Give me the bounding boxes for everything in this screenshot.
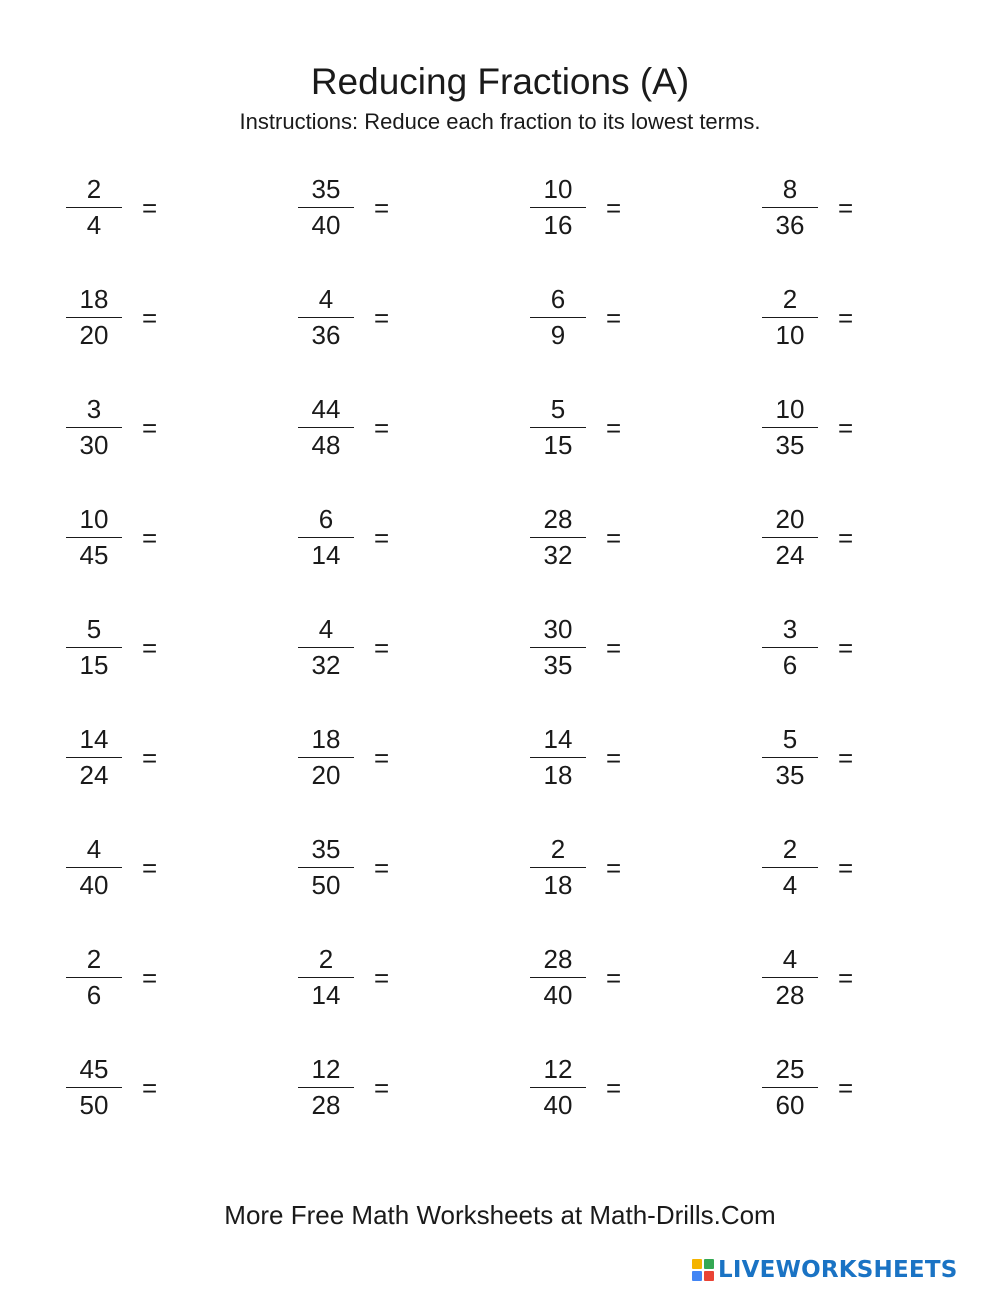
fraction (760, 280, 820, 360)
equals-sign: = (374, 413, 390, 443)
fraction-problem (760, 830, 910, 910)
equals-sign: = (142, 743, 158, 773)
numerator: 5 (86, 614, 102, 644)
fraction-problem (296, 720, 446, 800)
numerator: 5 (550, 394, 566, 424)
logo-square (692, 1271, 702, 1281)
logo-square (704, 1259, 714, 1269)
equals-sign: = (606, 193, 622, 223)
denominator: 18 (543, 760, 573, 790)
fraction (528, 500, 588, 580)
fraction-problem (296, 170, 446, 250)
denominator: 6 (86, 980, 102, 1010)
fraction (760, 830, 820, 910)
fraction-problem (64, 940, 214, 1020)
fraction-problem (296, 610, 446, 690)
numerator: 4 (318, 284, 334, 314)
fraction (296, 610, 356, 690)
equals-sign: = (838, 963, 854, 993)
equals-sign: = (838, 743, 854, 773)
footer-text: More Free Math Worksheets at Math-Drills.Com (224, 1200, 776, 1230)
numerator: 44 (311, 394, 341, 424)
fraction (64, 940, 124, 1020)
fraction-bar (762, 1087, 818, 1088)
equals-sign: = (606, 743, 622, 773)
logo-square (692, 1259, 702, 1269)
denominator: 40 (311, 210, 341, 240)
fraction-bar (762, 977, 818, 978)
fraction-bar (66, 537, 122, 538)
denominator: 40 (543, 980, 573, 1010)
denominator: 4 (86, 210, 102, 240)
fraction-bar (530, 317, 586, 318)
fraction-bar (530, 867, 586, 868)
numerator: 25 (775, 1054, 805, 1084)
fraction-bar (66, 427, 122, 428)
numerator: 2 (318, 944, 334, 974)
fraction-problem (64, 720, 214, 800)
fraction (528, 830, 588, 910)
denominator: 40 (543, 1090, 573, 1120)
fraction-problem (760, 500, 910, 580)
equals-sign: = (374, 193, 390, 223)
fraction-problem (296, 390, 446, 470)
equals-sign: = (374, 853, 390, 883)
fraction (296, 940, 356, 1020)
fraction-bar (298, 867, 354, 868)
fraction (528, 1050, 588, 1130)
denominator: 14 (311, 540, 341, 570)
liveworksheets-logo-icon (692, 1259, 714, 1281)
numerator: 45 (79, 1054, 109, 1084)
numerator: 2 (86, 174, 102, 204)
fraction-problem (760, 390, 910, 470)
equals-sign: = (838, 303, 854, 333)
fraction-bar (530, 207, 586, 208)
denominator: 36 (775, 210, 805, 240)
numerator: 2 (782, 284, 798, 314)
fraction (64, 830, 124, 910)
denominator: 16 (543, 210, 573, 240)
fraction-problem (64, 500, 214, 580)
equals-sign: = (606, 963, 622, 993)
fraction-problem (64, 390, 214, 470)
fraction-problem (64, 1050, 214, 1130)
fraction-bar (298, 537, 354, 538)
equals-sign: = (374, 743, 390, 773)
denominator: 30 (79, 430, 109, 460)
equals-sign: = (838, 1073, 854, 1103)
denominator: 35 (543, 650, 573, 680)
fraction (528, 720, 588, 800)
fraction-bar (530, 1087, 586, 1088)
equals-sign: = (142, 413, 158, 443)
fraction-bar (66, 1087, 122, 1088)
fraction-bar (298, 647, 354, 648)
fraction-bar (298, 317, 354, 318)
instructions-text: Instructions: Reduce each fraction to its lowest terms. (239, 109, 761, 134)
fraction (296, 1050, 356, 1130)
fraction-bar (762, 757, 818, 758)
fraction (760, 1050, 820, 1130)
fraction-problem (760, 610, 910, 690)
numerator: 4 (782, 944, 798, 974)
equals-sign: = (606, 1073, 622, 1103)
fraction (528, 610, 588, 690)
denominator: 24 (775, 540, 805, 570)
fraction (64, 280, 124, 360)
numerator: 35 (311, 834, 341, 864)
fraction-bar (530, 647, 586, 648)
fraction-bar (530, 757, 586, 758)
fraction (296, 500, 356, 580)
equals-sign: = (142, 303, 158, 333)
fraction (528, 940, 588, 1020)
fraction-bar (298, 757, 354, 758)
fraction-bar (762, 427, 818, 428)
fraction-bar (762, 317, 818, 318)
fraction (64, 170, 124, 250)
equals-sign: = (838, 633, 854, 663)
fraction (296, 170, 356, 250)
equals-sign: = (142, 963, 158, 993)
fraction (296, 390, 356, 470)
fraction-problem (760, 720, 910, 800)
denominator: 18 (543, 870, 573, 900)
denominator: 35 (775, 760, 805, 790)
denominator: 50 (311, 870, 341, 900)
denominator: 6 (782, 650, 798, 680)
equals-sign: = (142, 523, 158, 553)
fraction-problem (64, 280, 214, 360)
fraction-problem (760, 1050, 910, 1130)
denominator: 28 (311, 1090, 341, 1120)
fraction-bar (762, 207, 818, 208)
denominator: 36 (311, 320, 341, 350)
fraction-bar (762, 647, 818, 648)
fraction-problem (760, 170, 910, 250)
fraction-problem (64, 170, 214, 250)
fraction (528, 280, 588, 360)
denominator: 32 (543, 540, 573, 570)
fraction-problem (528, 720, 678, 800)
numerator: 5 (782, 724, 798, 754)
denominator: 15 (79, 650, 109, 680)
fraction-bar (530, 537, 586, 538)
denominator: 20 (79, 320, 109, 350)
equals-sign: = (374, 963, 390, 993)
numerator: 28 (543, 504, 573, 534)
equals-sign: = (838, 853, 854, 883)
denominator: 24 (79, 760, 109, 790)
fraction-problem (296, 940, 446, 1020)
denominator: 48 (311, 430, 341, 460)
fraction-bar (66, 207, 122, 208)
fraction (760, 500, 820, 580)
equals-sign: = (838, 193, 854, 223)
fraction-problem (296, 1050, 446, 1130)
fraction-problem (296, 830, 446, 910)
fraction-bar (66, 647, 122, 648)
numerator: 4 (86, 834, 102, 864)
numerator: 30 (543, 614, 573, 644)
numerator: 28 (543, 944, 573, 974)
denominator: 4 (782, 870, 798, 900)
fraction (760, 720, 820, 800)
equals-sign: = (606, 303, 622, 333)
equals-sign: = (374, 303, 390, 333)
fraction (64, 610, 124, 690)
numerator: 2 (86, 944, 102, 974)
liveworksheets-logo (692, 1257, 957, 1283)
equals-sign: = (606, 633, 622, 663)
fraction-problem (528, 610, 678, 690)
fraction (528, 390, 588, 470)
liveworksheets-logo-text: LIVEWORKSHEETS (718, 1257, 958, 1283)
fraction (64, 390, 124, 470)
numerator: 2 (782, 834, 798, 864)
denominator: 28 (775, 980, 805, 1010)
denominator: 9 (550, 320, 566, 350)
fraction-bar (66, 977, 122, 978)
fraction-bar (298, 977, 354, 978)
denominator: 40 (79, 870, 109, 900)
numerator: 10 (79, 504, 109, 534)
fraction-bar (298, 207, 354, 208)
fraction-problem (528, 830, 678, 910)
numerator: 4 (318, 614, 334, 644)
numerator: 2 (550, 834, 566, 864)
page-title: Reducing Fractions (A) (310, 61, 690, 102)
equals-sign: = (142, 853, 158, 883)
fraction-bar (298, 1087, 354, 1088)
equals-sign: = (374, 633, 390, 663)
equals-sign: = (142, 1073, 158, 1103)
fraction-bar (762, 867, 818, 868)
logo-square (704, 1271, 714, 1281)
numerator: 20 (775, 504, 805, 534)
equals-sign: = (142, 193, 158, 223)
fraction-problem (528, 280, 678, 360)
equals-sign: = (374, 523, 390, 553)
fraction-bar (298, 427, 354, 428)
fraction (760, 390, 820, 470)
numerator: 10 (543, 174, 573, 204)
fraction (528, 170, 588, 250)
fraction-bar (762, 537, 818, 538)
fraction-problem (528, 170, 678, 250)
equals-sign: = (606, 853, 622, 883)
fraction (296, 720, 356, 800)
denominator: 50 (79, 1090, 109, 1120)
numerator: 12 (311, 1054, 341, 1084)
numerator: 14 (543, 724, 573, 754)
fraction-problem (760, 280, 910, 360)
fraction (64, 720, 124, 800)
fraction-bar (530, 427, 586, 428)
fraction (760, 940, 820, 1020)
denominator: 14 (311, 980, 341, 1010)
denominator: 35 (775, 430, 805, 460)
denominator: 15 (543, 430, 573, 460)
fraction (296, 830, 356, 910)
fraction (760, 610, 820, 690)
fraction-problem (528, 940, 678, 1020)
numerator: 14 (79, 724, 109, 754)
fraction-problem (64, 830, 214, 910)
numerator: 35 (311, 174, 341, 204)
numerator: 3 (782, 614, 798, 644)
equals-sign: = (838, 523, 854, 553)
numerator: 3 (86, 394, 102, 424)
fraction-problem (528, 500, 678, 580)
denominator: 60 (775, 1090, 805, 1120)
numerator: 6 (318, 504, 334, 534)
denominator: 20 (311, 760, 341, 790)
numerator: 18 (79, 284, 109, 314)
equals-sign: = (142, 633, 158, 663)
fraction (64, 1050, 124, 1130)
numerator: 12 (543, 1054, 573, 1084)
fraction-bar (66, 867, 122, 868)
fraction-problem (760, 940, 910, 1020)
equals-sign: = (374, 1073, 390, 1103)
equals-sign: = (606, 413, 622, 443)
numerator: 8 (782, 174, 798, 204)
fraction-bar (66, 757, 122, 758)
fraction (64, 500, 124, 580)
equals-sign: = (838, 413, 854, 443)
fraction-problem (528, 1050, 678, 1130)
denominator: 32 (311, 650, 341, 680)
denominator: 45 (79, 540, 109, 570)
fraction-problem (64, 610, 214, 690)
fraction-problem (296, 280, 446, 360)
fraction-problem (528, 390, 678, 470)
numerator: 6 (550, 284, 566, 314)
numerator: 18 (311, 724, 341, 754)
numerator: 10 (775, 394, 805, 424)
fraction (760, 170, 820, 250)
equals-sign: = (606, 523, 622, 553)
fraction-problem (296, 500, 446, 580)
fraction-bar (66, 317, 122, 318)
fraction (296, 280, 356, 360)
fraction-bar (530, 977, 586, 978)
denominator: 10 (775, 320, 805, 350)
